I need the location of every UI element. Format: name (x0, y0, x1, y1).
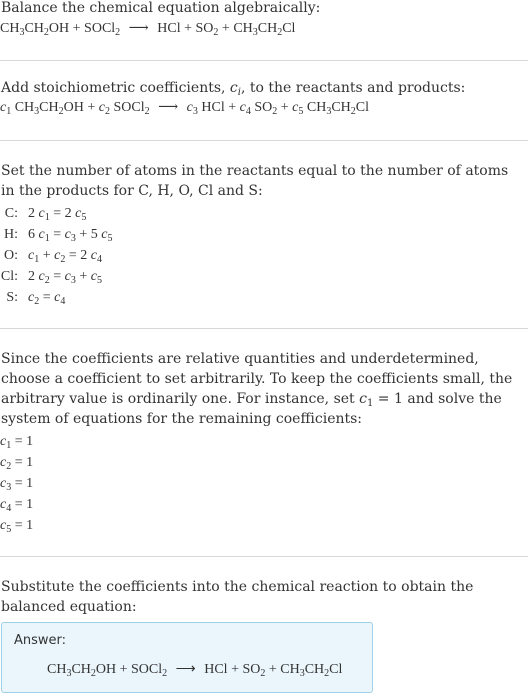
product-hcl: HCl (157, 21, 181, 36)
answer-box (1, 622, 373, 693)
product-so2: $SO_2$ (195, 21, 219, 38)
product-chloroethane: $CH_3CH_2Cl$ (233, 21, 296, 38)
step2-instruction: Add stoichiometric coefficients, $c_i$, to the reactants and products: (1, 80, 466, 98)
solution-c2: $c_2 = 1$ (0, 455, 34, 472)
solution-page: Balance the chemical equation algebraically: $CH_3CH_2OH$ + SOCl$_2$ ⟶ HCl + $SO_2 + CH_3CH_2Cl$ Add stoichiometric coefficients, $c_i$, to the reactants and products: $c_1$ $CH_3CH_2OH + c_2$ SOCl$_2$ ⟶ $c_3$ HCl + $c_4$ $SO_2 + c_5$ $CH_3CH_2Cl$ Set the number of atoms in the reactants equal to the number of atoms in the products for C, H, O, Cl and S: C: 2 $c_1 = 2$ $c_5$ H: 6 $c_1 = c_3 + 5$ $c_5$ O: $c_1 + c_2 = 2$ $c_4$ Cl: 2 $c_2 = c_3 + c_5$ S: $c_2 = c_4$ Since the coefficients are relative quantities and underdetermined, choose a coefficient to set arbitrarily. To keep the coefficients small, the arbitrary value is ordinarily one. For instance, set $c_1 = 1$ and solve the system of equations for the remaining coefficients: $c_1 = 1$ $c_2 = 1$ $c_3 = 1$ $c_4 = 1$ $c_5 = 1$ Substitute the coefficients into the chemical reaction to obtain the balanced equation: Answer: $CH_3CH_2OH$ + SOCl$_2$ ⟶ HCl + $SO_2 + CH_3CH_2Cl$ (0, 0, 528, 696)
arrow-icon: ⟶ (158, 100, 179, 115)
solution-c5: $c_5 = 1$ (0, 518, 34, 535)
divider (0, 140, 528, 141)
step5-instruction: Substitute the coefficients into the chemical reaction to obtain the balanced equation: (1, 579, 474, 615)
balanced-equation: $CH_3CH_2OH$ + SOCl$_2$ ⟶ HCl + $SO_2 + CH_3CH_2Cl$ (47, 662, 343, 679)
arrow-icon: ⟶ (175, 662, 196, 677)
step4-instruction: Since the coefficients are relative quantities and underdetermined, choose a coefficient to set arbitrarily. To keep the coefficients small, the arbitrary value is ordinarily one. For instance, set $c_1 = 1$ and solve the system of equations for the remaining coefficients: (1, 351, 513, 427)
divider (0, 556, 528, 557)
divider (0, 328, 528, 329)
unbalanced-equation: $CH_3CH_2OH$ + SOCl$_2$ ⟶ HCl + $SO_2 + CH_3CH_2Cl$ (0, 21, 296, 38)
solution-c1: $c_1 = 1$ (0, 434, 34, 451)
solution-c4: $c_4 = 1$ (0, 497, 34, 514)
step3-instruction: Set the number of atoms in the reactants equal to the number of atoms in the products for C, H, O, Cl and S: (1, 163, 509, 199)
answer-label: Answer: (14, 633, 67, 648)
reactant-thionyl-chloride: SOCl$_2$ (84, 21, 121, 38)
step1-instruction: Balance the chemical equation algebraically: (1, 0, 321, 16)
reactant-ethanol: $CH_3CH_2OH$ (0, 21, 70, 38)
equation-with-coefficients: $c_1$ $CH_3CH_2OH + c_2$ SOCl$_2$ ⟶ $c_3$ HCl + $c_4$ $SO_2 + c_5$ $CH_3CH_2Cl$ (0, 100, 370, 117)
arrow-icon: ⟶ (128, 21, 149, 36)
divider (0, 60, 528, 61)
solution-c3: $c_3 = 1$ (0, 476, 34, 493)
